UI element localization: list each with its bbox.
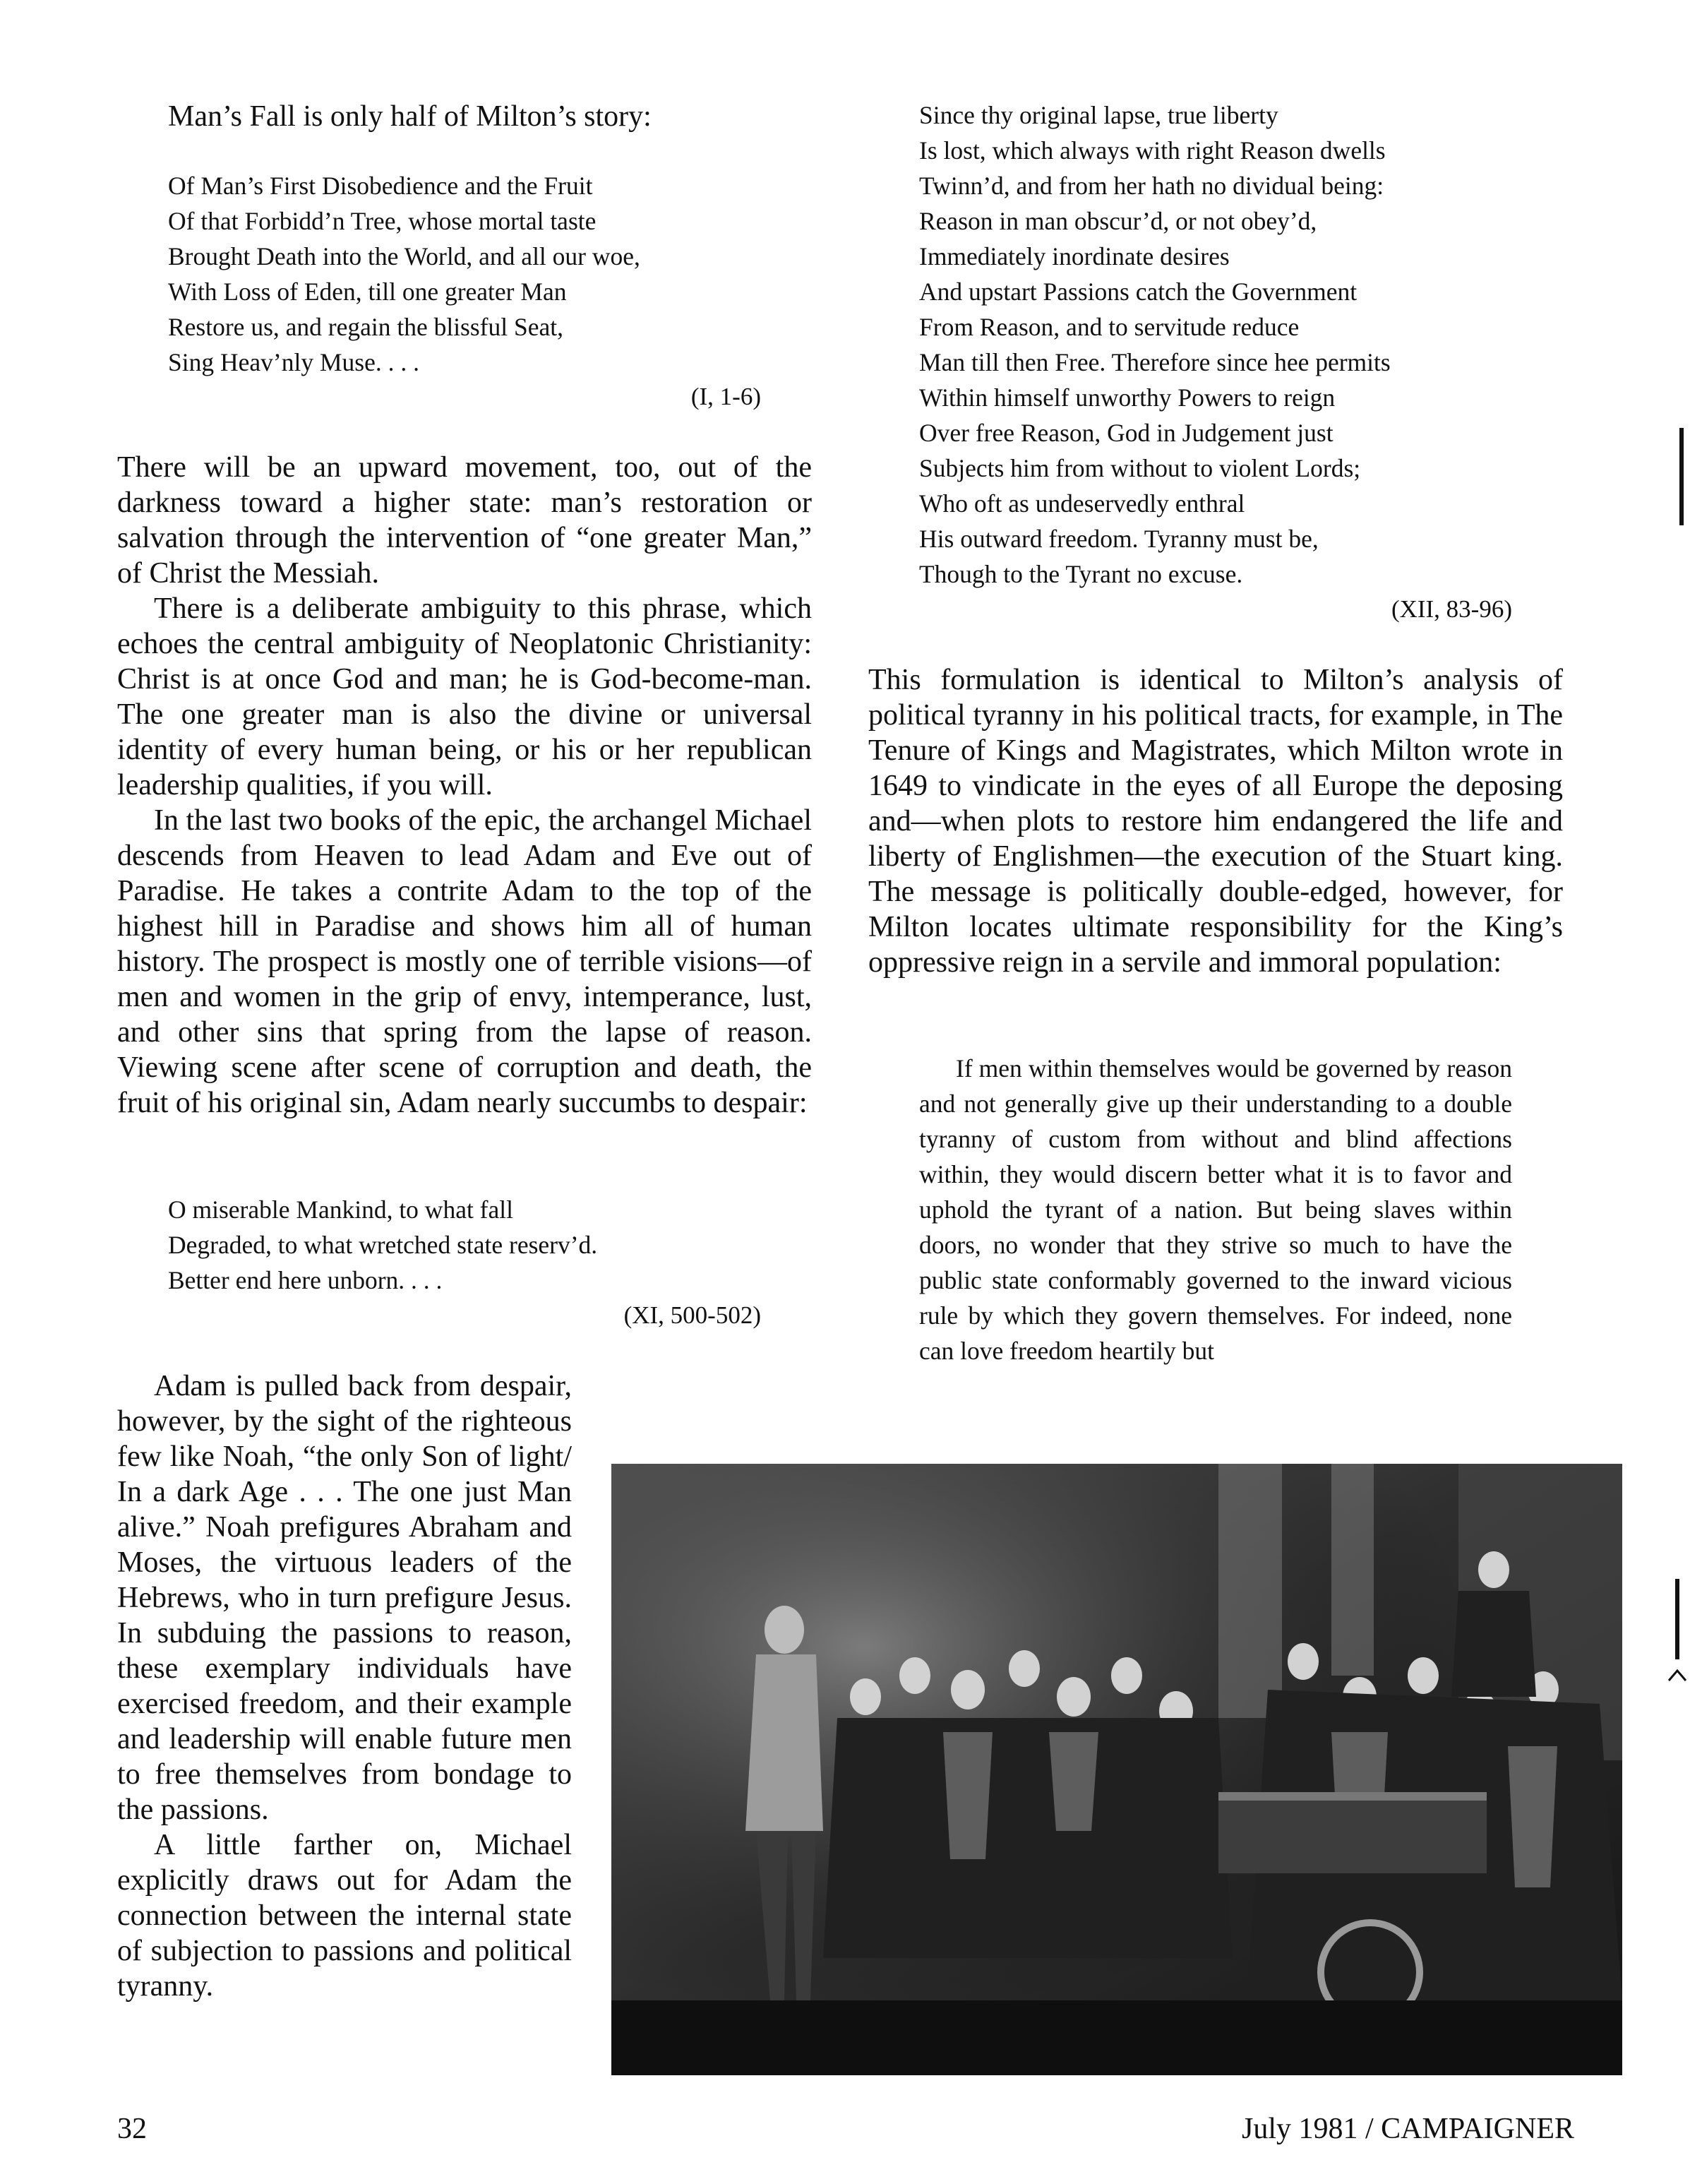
verse-line: And upstart Passions catch the Government <box>919 278 1358 306</box>
body-column-left <box>117 450 812 1121</box>
verse-line: Brought Death into the World, and all our woe, <box>168 242 640 270</box>
verse-line: Who oft as undeservedly enthral <box>919 489 1245 518</box>
painting-image <box>611 1464 1622 2075</box>
paragraph <box>868 662 1563 980</box>
verse-line: From Reason, and to servitude reduce <box>919 313 1300 341</box>
verse-line: Is lost, which always with right Reason dwells <box>919 136 1386 165</box>
paragraph: There is a deliberate ambiguity to this phrase, which echoes the central ambiguity of Neoplatonic Christianity: Christ is at once God and man; he is God-become-man. The one greater man is also the divine or universal identity of every human being, or his or her republican leadership qualities, if you will. <box>117 592 812 801</box>
verse-line: Over free Reason, God in Judgement just <box>919 419 1334 447</box>
verse-paradise-lost-xii <box>919 97 1526 592</box>
paragraph: In the last two books of the epic, the archangel Michael descends from Heaven to lead Adam and Eve out of Paradise. He takes a contrite Adam to the top of the highest hill in Paradise and shows him all of human history. The prospect is mostly one of terrible visions—of men and women in the grip of envy, intemperance, lust, and other sins that spring from the lapse of reason. Viewing scene after scene of corruption and death, the fruit of his original sin, Adam nearly succumbs to despair: <box>117 804 812 1119</box>
paragraph: Adam is pulled back from despair, however, by the sight of the righteous few like Noah, “the only Son of light/ In a dark Age . . . The one just Man alive.” Noah prefigures Abraham and Moses, the virtuous leaders of the Hebrews, who in turn prefigure Jesus. In subduing the passions to reason, these exemplary individuals have exercised freedom, and their example and leadership will enable future men to free themselves from bondage to the passions. <box>117 1370 572 1826</box>
verse-line: Degraded, to what wretched state reserv’d. <box>168 1231 598 1259</box>
paragraph: A little farther on, Michael explicitly draws out for Adam the connection between the internal state of subjection to passions and political tyranny. <box>117 1829 572 2003</box>
citation-xii: (XII, 83-96) <box>1391 595 1512 623</box>
verse-line: With Loss of Eden, till one greater Man <box>168 278 567 306</box>
body-column-right <box>868 662 1563 980</box>
margin-mark <box>1666 1575 1687 1695</box>
verse-line: Immediately inordinate desires <box>919 242 1230 270</box>
illustration-painting <box>611 1464 1622 2075</box>
verse-line: Better end here unborn. . . . <box>168 1266 443 1294</box>
paragraph: There will be an upward movement, too, out of the darkness toward a higher state: man’s restoration or salvation through the intervention of “one greater Man,” of Christ the Messiah. <box>117 451 812 590</box>
verse-line: O miserable Mankind, to what fall <box>168 1195 513 1224</box>
paragraph-text: This formulation is identical to Milton’s analysis of political tyranny in his political tracts, for example, in The Tenure of Kings and Magistrates, which Milton wrote in 1649 to vindicate in the eyes of all Europe the deposing and—when plots to restore him endangered the life and liberty of Englishmen—the execution of the Stuart king. The message is politically double-edged, however, for Milton locates ultimate responsibility for the King’s oppressive reign in a servile and immoral population: <box>868 664 1563 979</box>
citation-xi: (XI, 500-502) <box>623 1301 761 1329</box>
verse-paradise-lost-i <box>168 168 775 380</box>
margin-mark <box>1674 424 1689 530</box>
tenure-quotation <box>919 1051 1512 1368</box>
verse-line: Subjects him from without to violent Lords; <box>919 454 1361 482</box>
verse-line: Of that Forbidd’n Tree, whose mortal taste <box>168 207 597 235</box>
citation-i: (I, 1-6) <box>690 383 761 410</box>
verse-line: His outward freedom. Tyranny must be, <box>919 525 1319 553</box>
verse-line: Reason in man obscur’d, or not obey’d, <box>919 207 1317 235</box>
verse-line: Twinn’d, and from her hath no dividual being: <box>919 172 1384 200</box>
verse-line: Of Man’s First Disobedience and the Fruit <box>168 172 593 200</box>
verse-line: Sing Heav’nly Muse. . . . <box>168 348 419 376</box>
intro-line: Man’s Fall is only half of Milton’s story: <box>168 100 652 133</box>
verse-line: Man till then Free. Therefore since hee permits <box>919 348 1391 376</box>
page-number: 32 <box>117 2113 147 2145</box>
verse-line: Though to the Tyrant no excuse. <box>919 560 1243 588</box>
body-column-left-narrow <box>117 1368 572 2004</box>
verse-line: Restore us, and regain the blissful Seat, <box>168 313 563 341</box>
verse-line: Within himself unworthy Powers to reign <box>919 383 1336 412</box>
quotation-text: If men within themselves would be governed by reason and not generally give up their understanding to a double tyranny of custom from without and blind affections within, they would discern better what it is to favor and uphold the tyrant of a nation. But being slaves within doors, no wonder that they strive so much to have the public state conformably governed to the inward vicious rule by which they govern themselves. For indeed, none can love freedom heartily but <box>919 1054 1512 1365</box>
verse-paradise-lost-xi <box>168 1192 775 1298</box>
issue-label: July 1981 / CAMPAIGNER <box>1241 2113 1574 2145</box>
verse-line: Since thy original lapse, true liberty <box>919 101 1278 129</box>
